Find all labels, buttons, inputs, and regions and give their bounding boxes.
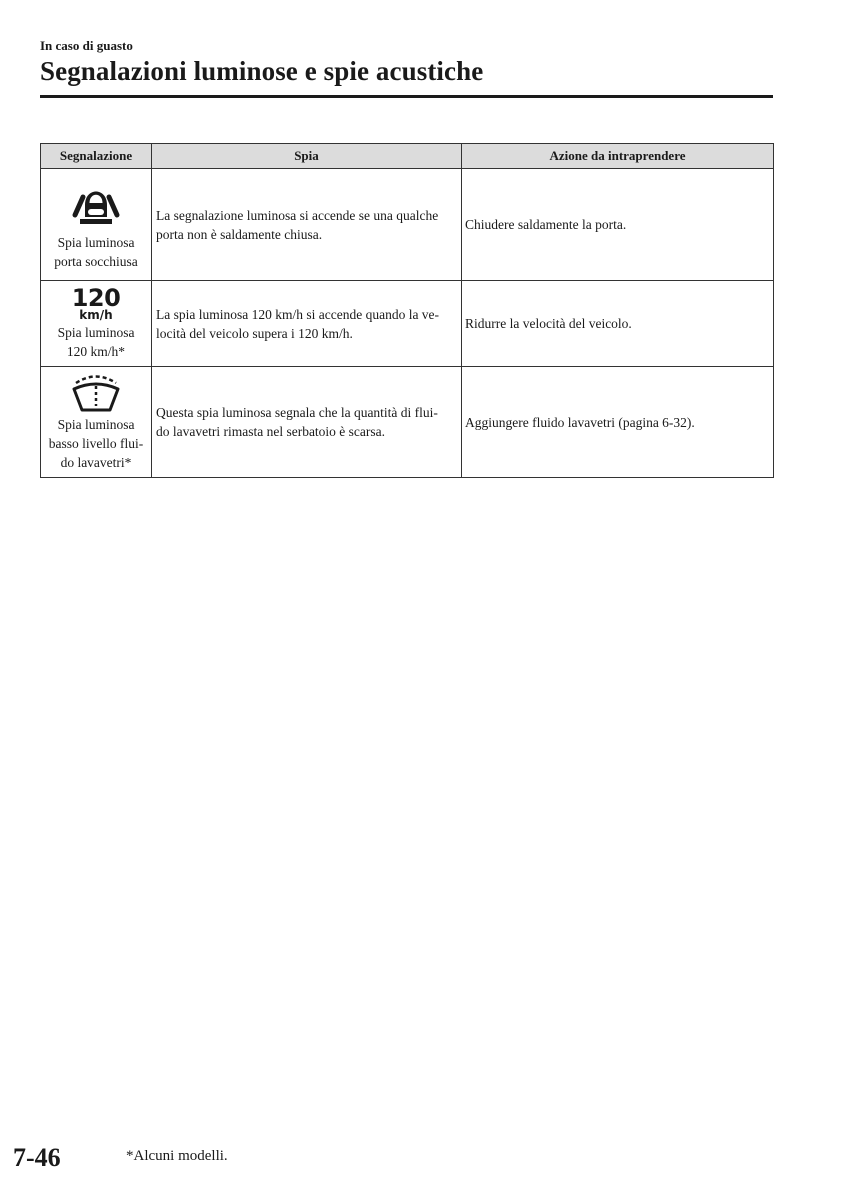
warning-lights-table xyxy=(40,143,774,478)
title-divider xyxy=(40,95,773,98)
azione-cell: Ridurre la velocità del veicolo. xyxy=(462,281,774,367)
speed-120-icon xyxy=(43,286,149,321)
footnote: *Alcuni modelli. xyxy=(126,1148,228,1164)
washer-fluid-icon xyxy=(70,373,122,413)
spia-text-line: Questa spia luminosa segnala che la quantità di flui- xyxy=(156,405,438,420)
table-row xyxy=(41,367,774,478)
signal-label-line: Spia luminosa xyxy=(57,416,135,432)
spia-text-line: locità del veicolo supera i 120 km/h. xyxy=(156,325,353,341)
table-row xyxy=(41,169,774,281)
header-segnalazione: Segnalazione xyxy=(41,144,152,169)
spia-cell xyxy=(152,281,462,367)
page-title: Segnalazioni luminose e spie acustiche xyxy=(40,56,484,86)
spia-text-line: La spia luminosa 120 km/h si accende quando la ve- xyxy=(156,306,440,322)
spia-text-line: porta non è saldamente chiusa. xyxy=(156,226,323,242)
speed-icon-unit: km/h xyxy=(79,308,113,322)
spia-cell xyxy=(152,169,462,281)
azione-cell: Aggiungere fluido lavavetri (pagina 6-32). xyxy=(462,367,774,478)
signal-label-line: basso livello flui- xyxy=(48,435,144,451)
signal-label-line: do lavavetri* xyxy=(60,454,132,470)
header-spia: Spia xyxy=(152,144,462,169)
signal-cell xyxy=(41,169,152,281)
page-number: 7-46 xyxy=(13,1143,61,1172)
table-header-row xyxy=(41,144,774,169)
spia-text-line: La segnalazione luminosa si accende se una qualche xyxy=(156,207,439,223)
signal-label-line: Spia luminosa xyxy=(57,325,135,340)
door-ajar-icon xyxy=(71,179,121,231)
signal-cell xyxy=(41,281,152,367)
section-label: In caso di guasto xyxy=(40,38,133,53)
signal-label-line: Spia luminosa xyxy=(57,234,135,250)
signal-cell xyxy=(41,367,152,478)
table-row xyxy=(41,281,774,367)
speed-icon-number: 120 xyxy=(71,284,121,312)
spia-cell xyxy=(152,367,462,478)
azione-cell: Chiudere saldamente la porta. xyxy=(462,169,774,281)
spia-text-line: do lavavetri rimasta nel serbatoio è scarsa. xyxy=(156,424,386,439)
signal-label-line: 120 km/h* xyxy=(66,344,126,359)
signal-label-line: porta socchiusa xyxy=(54,253,138,269)
header-azione: Azione da intraprendere xyxy=(462,144,774,169)
